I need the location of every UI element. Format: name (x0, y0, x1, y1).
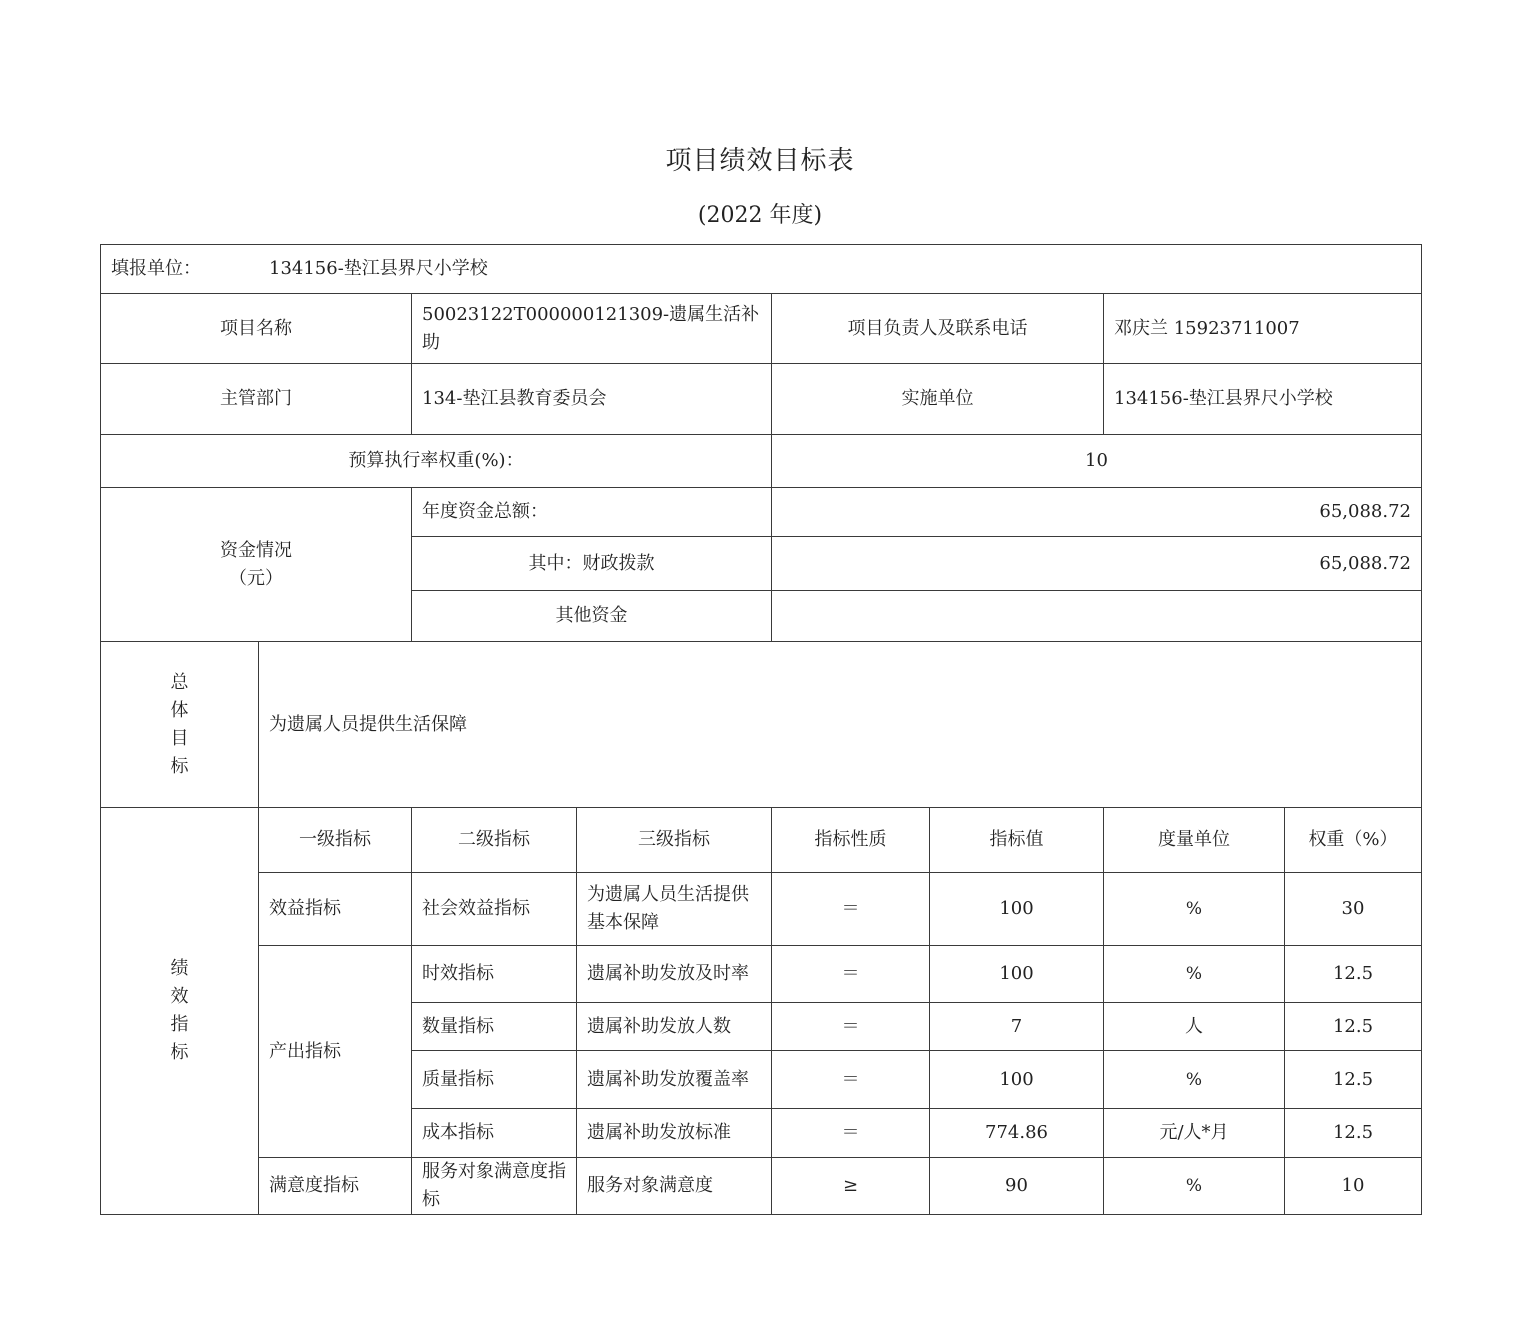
overall-goal-char: 体 (170, 699, 189, 721)
annual-total-value: 65,088.72 (771, 487, 1422, 537)
row-value: 774.86 (929, 1108, 1104, 1158)
row-nature: ＝ (771, 945, 930, 1003)
overall-goal-char: 目 (170, 727, 189, 749)
header-value: 指标值 (929, 807, 1104, 873)
perf-label-char: 指 (170, 1014, 189, 1035)
level1-benefit: 效益指标 (258, 872, 412, 946)
overall-goal-label (100, 641, 259, 808)
row-level3: 遗属补助发放覆盖率 (576, 1050, 772, 1109)
perf-label-char: 绩 (170, 958, 189, 979)
level1-satisfaction: 满意度指标 (258, 1157, 412, 1215)
row-unit: % (1103, 945, 1285, 1003)
row-level2: 服务对象满意度指标 (411, 1157, 577, 1215)
perf-label-char: 效 (170, 986, 189, 1007)
row-value: 100 (929, 945, 1104, 1003)
header-level3: 三级指标 (576, 807, 772, 873)
header-weight: 权重（%） (1284, 807, 1422, 873)
row-weight: 12.5 (1284, 1050, 1422, 1109)
row-level3: 遗属补助发放人数 (576, 1002, 772, 1051)
project-name-label: 项目名称 (100, 293, 412, 364)
header-unit: 度量单位 (1103, 807, 1285, 873)
row-nature: ≥ (771, 1157, 930, 1215)
header-level1: 一级指标 (258, 807, 412, 873)
row-value: 7 (929, 1002, 1104, 1051)
funds-label-line1: 资金情况 (220, 539, 292, 561)
row-nature: ＝ (771, 872, 930, 946)
budget-weight-label: 预算执行率权重(%)： (100, 434, 772, 488)
row-weight: 12.5 (1284, 1108, 1422, 1158)
fiscal-label: 其中：财政拨款 (411, 536, 772, 591)
row-level2: 社会效益指标 (411, 872, 577, 946)
budget-weight-value: 10 (771, 434, 1422, 488)
fiscal-value: 65,088.72 (771, 536, 1422, 591)
page-subtitle: (2022 年度) (697, 203, 823, 228)
row-level3: 遗属补助发放及时率 (576, 945, 772, 1003)
row-unit: % (1103, 1157, 1285, 1215)
project-name-value: 50023122T000000121309-遗属生活补助 (411, 293, 772, 364)
row-weight: 12.5 (1284, 1002, 1422, 1051)
row-level3: 遗属补助发放标准 (576, 1108, 772, 1158)
perf-label-char: 标 (170, 1042, 189, 1063)
overall-goal-char: 标 (170, 755, 189, 777)
dept-value: 134-垫江县教育委员会 (411, 363, 772, 435)
row-level2: 时效指标 (411, 945, 577, 1003)
row-level2: 数量指标 (411, 1002, 577, 1051)
row-unit: 人 (1103, 1002, 1285, 1051)
level1-output: 产出指标 (258, 945, 412, 1158)
row-weight: 12.5 (1284, 945, 1422, 1003)
report-unit-row (100, 244, 1422, 294)
perf-indicators-label (100, 807, 259, 1215)
report-unit-label: 填报单位： (111, 258, 201, 279)
row-nature: ＝ (771, 1108, 930, 1158)
other-funds-value (771, 590, 1422, 642)
page-title: 项目绩效目标表 (665, 146, 855, 176)
funds-label-line2: （元） (229, 567, 283, 589)
row-unit: 元/人*月 (1103, 1108, 1285, 1158)
row-nature: ＝ (771, 1002, 930, 1051)
row-unit: % (1103, 1050, 1285, 1109)
report-unit-value: 134156-垫江县界尺小学校 (269, 258, 488, 279)
row-value: 100 (929, 872, 1104, 946)
impl-value: 134156-垫江县界尺小学校 (1103, 363, 1422, 435)
row-level3: 为遗属人员生活提供基本保障 (576, 872, 772, 946)
impl-label: 实施单位 (771, 363, 1104, 435)
overall-goal-char: 总 (170, 671, 189, 693)
annual-total-label: 年度资金总额： (411, 487, 772, 537)
other-funds-label: 其他资金 (411, 590, 772, 642)
row-level3: 服务对象满意度 (576, 1157, 772, 1215)
row-weight: 10 (1284, 1157, 1422, 1215)
row-level2: 质量指标 (411, 1050, 577, 1109)
row-value: 90 (929, 1157, 1104, 1215)
row-unit: % (1103, 872, 1285, 946)
header-level2: 二级指标 (411, 807, 577, 873)
row-nature: ＝ (771, 1050, 930, 1109)
row-level2: 成本指标 (411, 1108, 577, 1158)
row-weight: 30 (1284, 872, 1422, 946)
funds-label (100, 487, 412, 642)
overall-goal-value: 为遗属人员提供生活保障 (258, 641, 1422, 808)
project-leader-label: 项目负责人及联系电话 (771, 293, 1104, 364)
row-value: 100 (929, 1050, 1104, 1109)
header-nature: 指标性质 (771, 807, 930, 873)
dept-label: 主管部门 (100, 363, 412, 435)
project-leader-value: 邓庆兰 15923711007 (1103, 293, 1422, 364)
